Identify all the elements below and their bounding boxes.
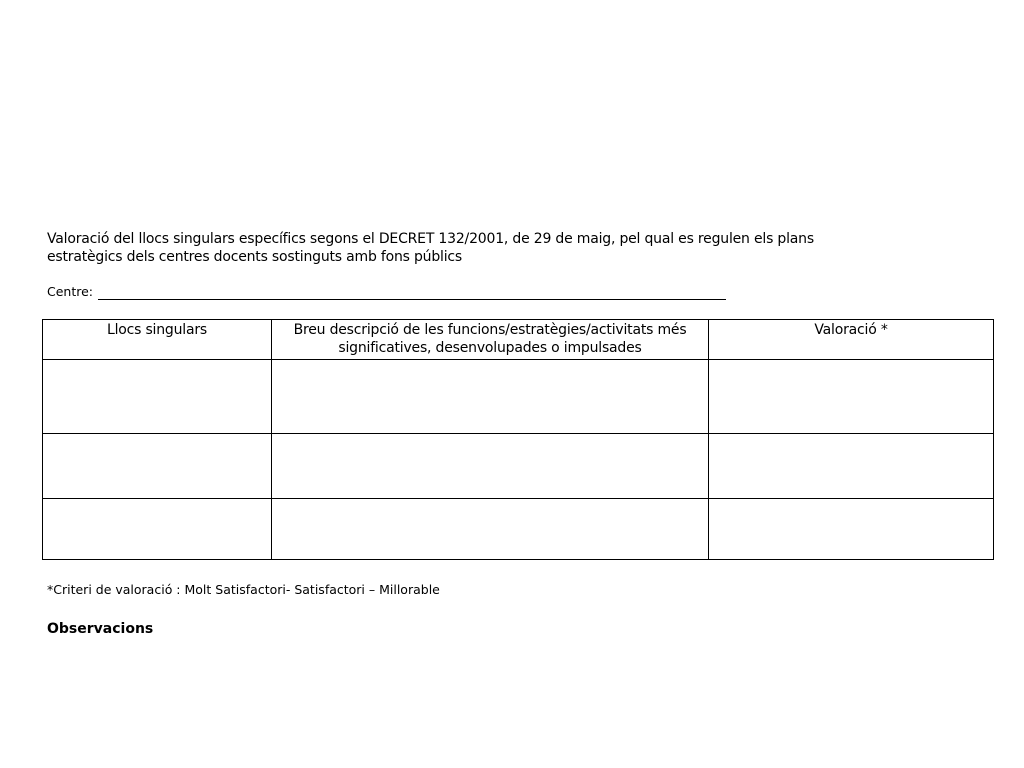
table-row (43, 499, 994, 560)
table-cell[interactable] (272, 360, 709, 434)
table-row (43, 434, 994, 499)
table-cell[interactable] (272, 499, 709, 560)
table-cell[interactable] (709, 499, 994, 560)
table-cell[interactable] (272, 434, 709, 499)
header-llocs-singulars: Llocs singulars (43, 320, 272, 360)
table-cell[interactable] (43, 360, 272, 434)
centre-label: Centre: (47, 284, 94, 299)
centre-input-line[interactable] (98, 285, 726, 300)
table-cell[interactable] (709, 360, 994, 434)
valuation-criteria-footnote: *Criteri de valoració : Molt Satisfactori- Satisfactori – Millorable (47, 582, 440, 597)
table-row (43, 360, 994, 434)
valuation-table (42, 319, 994, 560)
observations-heading: Observacions (47, 621, 154, 637)
header-valoracio: Valoració * (709, 320, 994, 360)
title-line-2: estratègics dels centres docents sostinguts amb fons públics (47, 249, 463, 265)
table-cell[interactable] (43, 434, 272, 499)
title-line-1: Valoració del llocs singulars específics segons el DECRET 132/2001, de 29 de maig, pel qual es regulen els plans (47, 231, 814, 247)
table-cell[interactable] (43, 499, 272, 560)
table-header-row (43, 320, 994, 360)
table-cell[interactable] (709, 434, 994, 499)
document-title (47, 230, 987, 266)
centre-field (47, 284, 726, 300)
header-breu-descripcio: Breu descripció de les funcions/estratègies/activitats més significatives, desenvolupades o impulsades (272, 320, 709, 360)
